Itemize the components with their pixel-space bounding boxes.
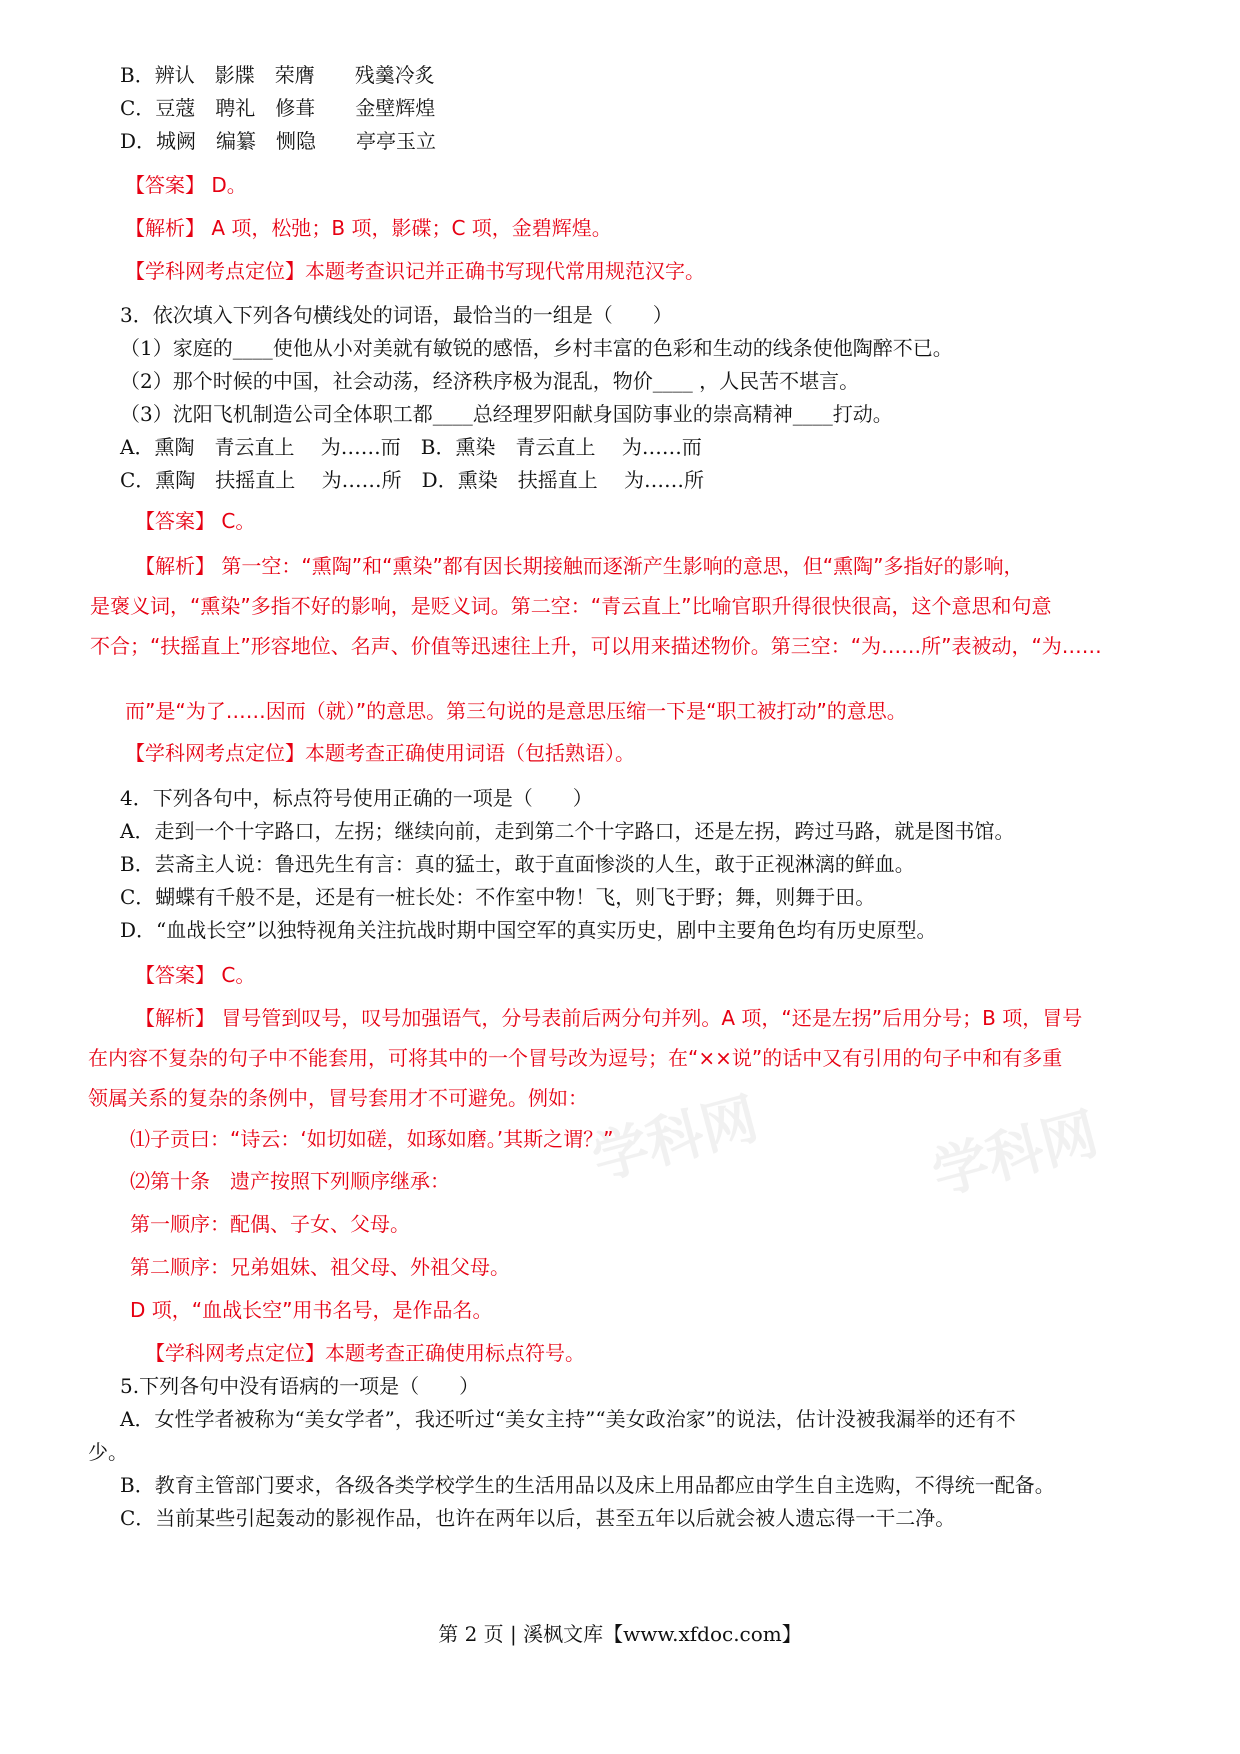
watermark: 学科网 bbox=[585, 1086, 765, 1193]
analysis-line-2: 在内容不复杂的句子中不能套用，可将其中的一个冒号改为逗号；在“××说”的话中又有引用的句子中和有多重 bbox=[88, 1046, 1063, 1070]
analysis-line-3: 领属关系的复杂的条例中，冒号套用才不可避免。例如： bbox=[88, 1086, 588, 1110]
options-a-b: A．熏陶 青云直上 为……而 B．熏染 青云直上 为……而 bbox=[120, 435, 702, 459]
analysis: 【解析】 A 项，松弛；B 项，影碟；C 项，金碧辉煌。 bbox=[125, 216, 612, 240]
example-1: ⑴子贡曰：“诗云：‘如切如磋，如琢如磨。’其斯之谓？” bbox=[130, 1127, 614, 1151]
question-stem: 4．下列各句中，标点符号使用正确的一项是（ ） bbox=[120, 786, 593, 810]
analysis-line-2: 是褒义词，“熏染”多指不好的影响，是贬义词。第二空：“青云直上”比喻官职升得很快很高，这个意思和句意 bbox=[90, 594, 1052, 618]
option-d: D．城阙 编纂 恻隐 亭亭玉立 bbox=[120, 129, 437, 153]
answer: 【答案】 C。 bbox=[135, 963, 256, 987]
question-stem: 3．依次填入下列各句横线处的词语，最恰当的一组是（ ） bbox=[120, 303, 673, 327]
analysis-line-3: 不合；“扶摇直上”形容地位、名声、价值等迅速往上升，可以用来描述物价。第三空：“为……所”表被动，“为…… bbox=[90, 634, 1102, 658]
question-stem: 5.下列各句中没有语病的一项是（ ） bbox=[120, 1374, 480, 1398]
topic-location: 【学科网考点定位】本题考查正确使用标点符号。 bbox=[145, 1341, 585, 1365]
example-5: D 项，“血战长空”用书名号，是作品名。 bbox=[130, 1298, 493, 1322]
option-c: C．当前某些引起轰动的影视作品，也许在两年以后，甚至五年以后就会被人遗忘得一干二净。 bbox=[120, 1506, 956, 1530]
option-a: A．走到一个十字路口，左拐；继续向前，走到第二个十字路口，还是左拐，跨过马路，就是图书馆。 bbox=[120, 819, 1015, 843]
option-d: D．“血战长空”以独特视角关注抗战时期中国空军的真实历史，剧中主要角色均有历史原型。 bbox=[120, 918, 937, 942]
topic-location: 【学科网考点定位】本题考查正确使用词语（包括熟语）。 bbox=[125, 741, 635, 765]
answer: 【答案】 D。 bbox=[125, 173, 247, 197]
page-footer: 第 2 页 | 溪枫文库【www.xfdoc.com】 bbox=[438, 1622, 802, 1646]
analysis-line-1: 【解析】 冒号管到叹号，叹号加强语气，分号表前后两分句并列。A 项，“还是左拐”后用分号；B 项，冒号 bbox=[135, 1006, 1083, 1030]
answer: 【答案】 C。 bbox=[135, 509, 256, 533]
example-2: ⑵第十条 遗产按照下列顺序继承： bbox=[130, 1169, 450, 1193]
analysis-line-1: 【解析】 第一空：“熏陶”和“熏染”都有因长期接触而逐渐产生影响的意思，但“熏陶”多指好的影响， bbox=[135, 554, 1024, 578]
option-b: B．芸斋主人说：鲁迅先生有言：真的猛士，敢于直面惨淡的人生，敢于正视淋漓的鲜血。 bbox=[120, 852, 915, 876]
option-c: C．豆蔻 聘礼 修葺 金壁辉煌 bbox=[120, 96, 436, 120]
option-a-line-2: 少。 bbox=[88, 1440, 128, 1464]
example-4: 第二顺序：兄弟姐妹、祖父母、外祖父母。 bbox=[130, 1255, 510, 1279]
sentence-2: （2）那个时候的中国，社会动荡，经济秩序极为混乱，物价____ ，人民苦不堪言。 bbox=[120, 369, 860, 393]
example-3: 第一顺序：配偶、子女、父母。 bbox=[130, 1212, 410, 1236]
options-c-d: C．熏陶 扶摇直上 为……所 D．熏染 扶摇直上 为……所 bbox=[120, 468, 705, 492]
topic-location: 【学科网考点定位】本题考查识记并正确书写现代常用规范汉字。 bbox=[125, 259, 705, 283]
analysis-line-4: 而”是“为了……因而（就）”的意思。第三句说的是意思压缩一下是“职工被打动”的意思。 bbox=[125, 699, 907, 723]
option-b: B．辨认 影牒 荣膺 残羹冷炙 bbox=[120, 63, 435, 87]
sentence-3: （3）沈阳飞机制造公司全体职工都____总经理罗阳献身国防事业的崇高精神____打动。 bbox=[120, 402, 893, 426]
option-c: C．蝴蝶有千般不是，还是有一桩长处：不作室中物！飞，则飞于野；舞，则舞于田。 bbox=[120, 885, 876, 909]
option-b: B．教育主管部门要求，各级各类学校学生的生活用品以及床上用品都应由学生自主选购，不得统一配备。 bbox=[120, 1473, 1055, 1497]
watermark: 学科网 bbox=[925, 1101, 1105, 1208]
option-a-line-1: A．女性学者被称为“美女学者”，我还听过“美女主持”“美女政治家”的说法，估计没被我漏举的还有不 bbox=[120, 1407, 1016, 1431]
sentence-1: （1）家庭的____使他从小对美就有敏锐的感悟，乡村丰富的色彩和生动的线条使他陶醉不已。 bbox=[120, 336, 953, 360]
